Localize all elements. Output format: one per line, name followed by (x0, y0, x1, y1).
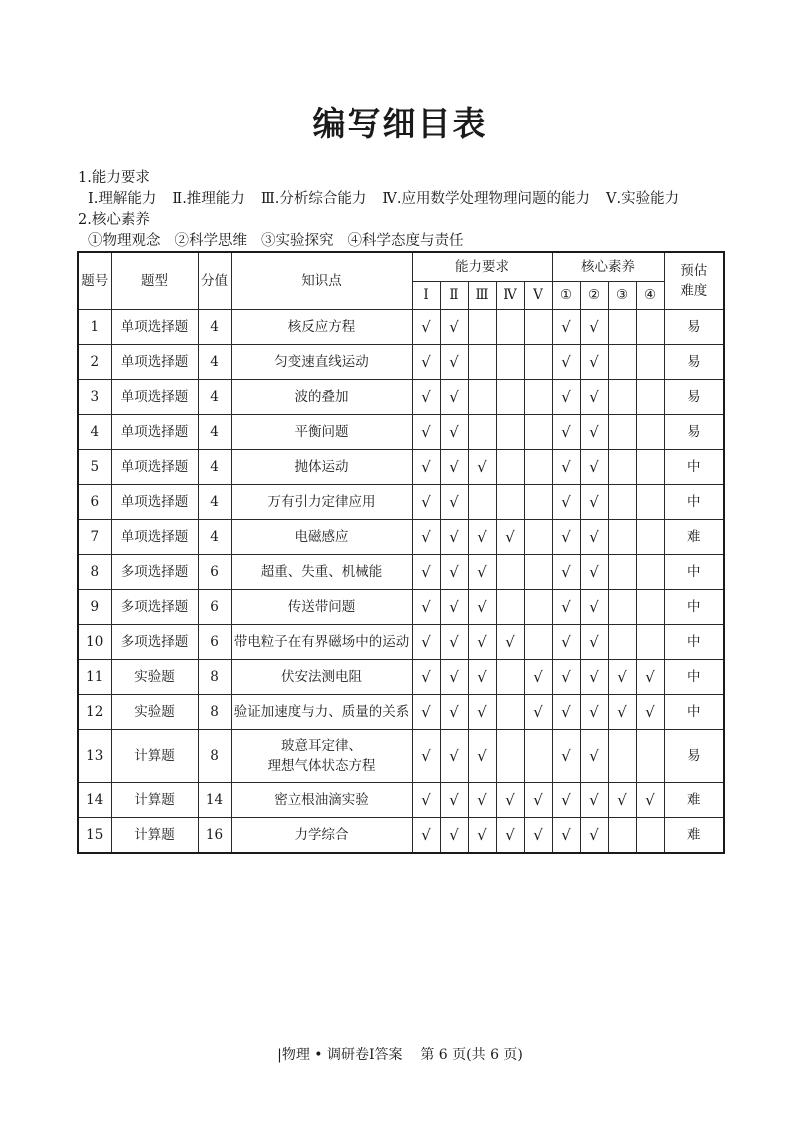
ability-empty-cell (468, 415, 496, 450)
cell-no: 6 (78, 485, 111, 520)
ability-empty-cell (468, 485, 496, 520)
header-ability-col: Ⅴ (524, 282, 552, 310)
ability-check-mark: √ (412, 450, 440, 485)
cell-knowledge: 抛体运动 (231, 450, 412, 485)
cell-knowledge: 核反应方程 (231, 310, 412, 345)
ability-empty-cell (496, 345, 524, 380)
cell-no: 3 (78, 380, 111, 415)
literacy-empty-cell (608, 520, 636, 555)
table-row (78, 450, 724, 485)
cell-knowledge: 电磁感应 (231, 520, 412, 555)
literacy-empty-cell (636, 520, 664, 555)
cell-score: 6 (198, 625, 231, 660)
cell-type: 单项选择题 (111, 345, 198, 380)
literacy-empty-cell (608, 555, 636, 590)
ability-check-mark: √ (412, 555, 440, 590)
cell-no: 8 (78, 555, 111, 590)
ability-item: Ⅴ.实验能力 (606, 191, 680, 207)
cell-score: 4 (198, 310, 231, 345)
cell-difficulty: 易 (664, 730, 724, 783)
cell-difficulty: 中 (664, 590, 724, 625)
ability-empty-cell (524, 380, 552, 415)
ability-empty-cell (524, 590, 552, 625)
literacy-check-mark: √ (552, 415, 580, 450)
cell-type: 实验题 (111, 660, 198, 695)
literacy-empty-cell (608, 818, 636, 854)
literacy-empty-cell (636, 380, 664, 415)
literacy-check-mark: √ (552, 660, 580, 695)
literacy-check-mark: √ (580, 520, 608, 555)
table-row (78, 555, 724, 590)
footer-subject: |物理 (277, 1047, 310, 1063)
cell-score: 4 (198, 520, 231, 555)
ability-check-mark: √ (440, 783, 468, 818)
literacy-check-mark: √ (636, 783, 664, 818)
ability-check-mark: √ (440, 695, 468, 730)
header-difficulty (664, 252, 724, 310)
cell-score: 8 (198, 660, 231, 695)
ability-empty-cell (468, 380, 496, 415)
ability-check-mark: √ (440, 660, 468, 695)
ability-check-mark: √ (440, 625, 468, 660)
cell-no: 2 (78, 345, 111, 380)
cell-knowledge: 验证加速度与力、质量的关系 (231, 695, 412, 730)
literacy-check-mark: √ (580, 730, 608, 783)
ability-check-mark: √ (468, 450, 496, 485)
literacy-empty-cell (608, 415, 636, 450)
ability-item: Ⅳ.应用数学处理物理问题的能力 (382, 191, 591, 207)
ability-check-mark: √ (440, 415, 468, 450)
cell-no: 9 (78, 590, 111, 625)
cell-score: 6 (198, 555, 231, 590)
table-row (78, 590, 724, 625)
literacy-check-mark: √ (580, 695, 608, 730)
specification-table (77, 251, 725, 854)
header-literacy-group: 核心素养 (552, 252, 664, 282)
cell-difficulty: 中 (664, 660, 724, 695)
literacy-empty-cell (636, 590, 664, 625)
ability-check-mark: √ (440, 485, 468, 520)
cell-no: 11 (78, 660, 111, 695)
cell-score: 6 (198, 590, 231, 625)
literacy-check-mark: √ (580, 590, 608, 625)
cell-knowledge: 超重、失重、机械能 (231, 555, 412, 590)
cell-difficulty: 难 (664, 520, 724, 555)
table-row (78, 730, 724, 783)
cell-knowledge: 匀变速直线运动 (231, 345, 412, 380)
header-knowledge: 知识点 (231, 252, 412, 310)
literacy-check-mark: √ (608, 783, 636, 818)
header-literacy-col: ① (552, 282, 580, 310)
ability-check-mark: √ (468, 818, 496, 854)
literacy-check-mark: √ (552, 485, 580, 520)
literacy-item: ③实验探究 (261, 233, 334, 249)
ability-check-mark: √ (412, 485, 440, 520)
ability-check-mark: √ (440, 555, 468, 590)
literacy-empty-cell (636, 310, 664, 345)
literacy-empty-cell (608, 345, 636, 380)
literacy-empty-cell (636, 345, 664, 380)
header-difficulty-line: 预估 (680, 262, 708, 279)
table-row (78, 660, 724, 695)
cell-knowledge: 万有引力定律应用 (231, 485, 412, 520)
cell-no: 1 (78, 310, 111, 345)
literacy-empty-cell (608, 485, 636, 520)
table-row (78, 380, 724, 415)
ability-check-mark: √ (468, 590, 496, 625)
table-row (78, 783, 724, 818)
cell-type: 实验题 (111, 695, 198, 730)
cell-difficulty: 易 (664, 380, 724, 415)
cell-type: 单项选择题 (111, 310, 198, 345)
cell-no: 7 (78, 520, 111, 555)
ability-check-mark: √ (412, 660, 440, 695)
ability-list (88, 187, 695, 208)
literacy-check-mark: √ (552, 783, 580, 818)
ability-check-mark: √ (412, 625, 440, 660)
ability-empty-cell (496, 450, 524, 485)
ability-check-mark: √ (412, 730, 440, 783)
header-literacy-col: ④ (636, 282, 664, 310)
cell-type: 单项选择题 (111, 485, 198, 520)
literacy-item: ②科学思维 (174, 233, 247, 249)
literacy-empty-cell (636, 450, 664, 485)
ability-check-mark: √ (440, 730, 468, 783)
cell-score: 8 (198, 730, 231, 783)
literacy-check-mark: √ (608, 660, 636, 695)
cell-no: 12 (78, 695, 111, 730)
ability-check-mark: √ (468, 625, 496, 660)
ability-item: Ⅰ.理解能力 (88, 191, 157, 207)
cell-knowledge: 传送带问题 (231, 590, 412, 625)
ability-check-mark: √ (412, 520, 440, 555)
cell-score: 16 (198, 818, 231, 854)
literacy-empty-cell (636, 625, 664, 660)
literacy-check-mark: √ (580, 555, 608, 590)
page-footer (0, 1044, 800, 1064)
literacy-check-mark: √ (552, 450, 580, 485)
literacy-check-mark: √ (608, 695, 636, 730)
literacy-empty-cell (636, 818, 664, 854)
cell-knowledge: 密立根油滴实验 (231, 783, 412, 818)
ability-check-mark: √ (440, 345, 468, 380)
literacy-item: ①物理观念 (88, 233, 161, 249)
cell-type: 单项选择题 (111, 520, 198, 555)
literacy-check-mark: √ (580, 660, 608, 695)
ability-empty-cell (524, 555, 552, 590)
literacy-check-mark: √ (552, 818, 580, 854)
ability-check-mark: √ (468, 783, 496, 818)
literacy-check-mark: √ (580, 345, 608, 380)
ability-check-mark: √ (412, 415, 440, 450)
table-row (78, 695, 724, 730)
cell-type: 多项选择题 (111, 590, 198, 625)
literacy-check-mark: √ (552, 625, 580, 660)
cell-no: 10 (78, 625, 111, 660)
cell-type: 多项选择题 (111, 625, 198, 660)
cell-type: 单项选择题 (111, 415, 198, 450)
header-difficulty-line: 难度 (680, 283, 708, 299)
cell-score: 4 (198, 450, 231, 485)
cell-type: 多项选择题 (111, 555, 198, 590)
page-title: 编写细目表 (312, 104, 488, 143)
ability-empty-cell (496, 380, 524, 415)
literacy-empty-cell (608, 590, 636, 625)
header-ability-col: Ⅲ (468, 282, 496, 310)
literacy-empty-cell (636, 485, 664, 520)
ability-empty-cell (496, 555, 524, 590)
cell-knowledge: 力学综合 (231, 818, 412, 854)
ability-empty-cell (496, 730, 524, 783)
table-row (78, 818, 724, 854)
ability-empty-cell (496, 590, 524, 625)
ability-check-mark: √ (496, 818, 524, 854)
ability-empty-cell (524, 625, 552, 660)
cell-knowledge-line: 玻意耳定律、 (281, 737, 362, 754)
ability-empty-cell (524, 450, 552, 485)
footer-paper: 调研卷Ⅰ答案 (327, 1047, 403, 1063)
cell-score: 4 (198, 415, 231, 450)
ability-heading: 1.能力要求 (78, 170, 150, 186)
literacy-check-mark: √ (580, 380, 608, 415)
ability-empty-cell (468, 345, 496, 380)
table-row (78, 345, 724, 380)
table-row (78, 485, 724, 520)
header-type: 题型 (111, 252, 198, 310)
literacy-empty-cell (608, 450, 636, 485)
cell-no: 14 (78, 783, 111, 818)
cell-difficulty: 中 (664, 485, 724, 520)
header-literacy-col: ② (580, 282, 608, 310)
cell-no: 15 (78, 818, 111, 854)
ability-item: Ⅱ.推理能力 (172, 191, 245, 207)
ability-check-mark: √ (440, 520, 468, 555)
header-ability-group: 能力要求 (412, 252, 552, 282)
table-row (78, 625, 724, 660)
cell-difficulty: 易 (664, 310, 724, 345)
cell-score: 4 (198, 345, 231, 380)
literacy-empty-cell (608, 310, 636, 345)
ability-empty-cell (524, 415, 552, 450)
literacy-empty-cell (608, 730, 636, 783)
cell-knowledge: 带电粒子在有界磁场中的运动 (231, 625, 412, 660)
cell-knowledge (231, 730, 412, 783)
literacy-item: ④科学态度与责任 (347, 233, 464, 249)
cell-difficulty: 中 (664, 555, 724, 590)
cell-type: 计算题 (111, 818, 198, 854)
ability-check-mark: √ (468, 730, 496, 783)
ability-check-mark: √ (412, 345, 440, 380)
ability-item: Ⅲ.分析综合能力 (260, 191, 367, 207)
ability-empty-cell (524, 730, 552, 783)
literacy-check-mark: √ (636, 660, 664, 695)
header-ability-col: Ⅳ (496, 282, 524, 310)
ability-check-mark: √ (468, 695, 496, 730)
ability-check-mark: √ (440, 380, 468, 415)
literacy-check-mark: √ (552, 310, 580, 345)
cell-type: 计算题 (111, 730, 198, 783)
ability-check-mark: √ (440, 450, 468, 485)
cell-knowledge-line: 理想气体状态方程 (267, 758, 376, 774)
literacy-empty-cell (636, 555, 664, 590)
cell-knowledge: 平衡问题 (231, 415, 412, 450)
cell-no: 5 (78, 450, 111, 485)
ability-check-mark: √ (440, 818, 468, 854)
literacy-check-mark: √ (580, 415, 608, 450)
literacy-check-mark: √ (636, 695, 664, 730)
literacy-check-mark: √ (552, 380, 580, 415)
cell-knowledge: 波的叠加 (231, 380, 412, 415)
ability-check-mark: √ (412, 783, 440, 818)
ability-empty-cell (524, 520, 552, 555)
ability-empty-cell (524, 310, 552, 345)
literacy-check-mark: √ (580, 818, 608, 854)
literacy-empty-cell (608, 625, 636, 660)
cell-difficulty: 中 (664, 695, 724, 730)
table-body (78, 310, 724, 854)
ability-empty-cell (496, 660, 524, 695)
ability-check-mark: √ (524, 660, 552, 695)
header-score: 分值 (198, 252, 231, 310)
table-row (78, 310, 724, 345)
ability-check-mark: √ (412, 310, 440, 345)
cell-score: 4 (198, 380, 231, 415)
footer-page-number: 第 6 页(共 6 页) (420, 1047, 523, 1063)
ability-check-mark: √ (468, 555, 496, 590)
ability-check-mark: √ (496, 783, 524, 818)
literacy-check-mark: √ (552, 695, 580, 730)
cell-no: 4 (78, 415, 111, 450)
literacy-check-mark: √ (552, 730, 580, 783)
cell-difficulty: 中 (664, 625, 724, 660)
ability-check-mark: √ (524, 695, 552, 730)
header-ability-col: Ⅱ (440, 282, 468, 310)
cell-difficulty: 中 (664, 450, 724, 485)
cell-difficulty: 易 (664, 415, 724, 450)
cell-difficulty: 难 (664, 818, 724, 854)
literacy-heading: 2.核心素养 (78, 212, 150, 228)
cell-score: 4 (198, 485, 231, 520)
literacy-empty-cell (636, 415, 664, 450)
literacy-check-mark: √ (580, 310, 608, 345)
cell-score: 14 (198, 783, 231, 818)
literacy-list (88, 229, 478, 250)
ability-check-mark: √ (468, 520, 496, 555)
footer-dot: • (314, 1047, 323, 1063)
ability-check-mark: √ (440, 590, 468, 625)
ability-empty-cell (496, 485, 524, 520)
cell-knowledge: 伏安法测电阻 (231, 660, 412, 695)
ability-check-mark: √ (412, 695, 440, 730)
cell-difficulty: 易 (664, 345, 724, 380)
table-row (78, 415, 724, 450)
header-no: 题号 (78, 252, 111, 310)
cell-type: 计算题 (111, 783, 198, 818)
ability-empty-cell (496, 695, 524, 730)
ability-check-mark: √ (440, 310, 468, 345)
ability-empty-cell (496, 310, 524, 345)
literacy-check-mark: √ (580, 450, 608, 485)
ability-check-mark: √ (412, 818, 440, 854)
literacy-empty-cell (636, 730, 664, 783)
ability-empty-cell (524, 345, 552, 380)
table-row (78, 520, 724, 555)
literacy-check-mark: √ (552, 345, 580, 380)
ability-check-mark: √ (496, 520, 524, 555)
literacy-check-mark: √ (552, 590, 580, 625)
cell-score: 8 (198, 695, 231, 730)
literacy-empty-cell (608, 380, 636, 415)
cell-difficulty: 难 (664, 783, 724, 818)
header-literacy-col: ③ (608, 282, 636, 310)
literacy-check-mark: √ (552, 520, 580, 555)
literacy-check-mark: √ (552, 555, 580, 590)
literacy-check-mark: √ (580, 783, 608, 818)
literacy-check-mark: √ (580, 485, 608, 520)
ability-empty-cell (496, 415, 524, 450)
ability-check-mark: √ (468, 660, 496, 695)
header-ability-col: Ⅰ (412, 282, 440, 310)
cell-type: 单项选择题 (111, 450, 198, 485)
ability-empty-cell (524, 485, 552, 520)
ability-empty-cell (468, 310, 496, 345)
ability-check-mark: √ (524, 818, 552, 854)
literacy-check-mark: √ (580, 625, 608, 660)
ability-check-mark: √ (524, 783, 552, 818)
cell-no: 13 (78, 730, 111, 783)
ability-check-mark: √ (496, 625, 524, 660)
ability-check-mark: √ (412, 590, 440, 625)
ability-check-mark: √ (412, 380, 440, 415)
cell-type: 单项选择题 (111, 380, 198, 415)
